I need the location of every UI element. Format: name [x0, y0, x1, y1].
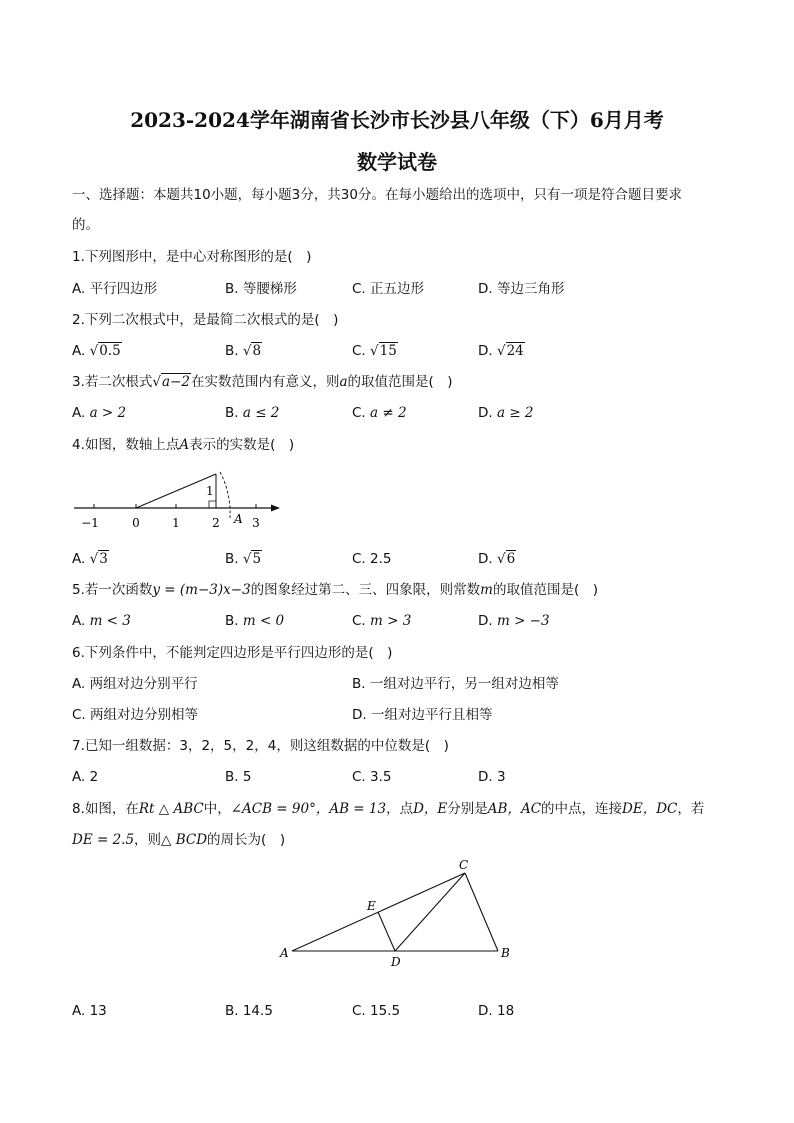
q8-math: ∠ACB = 90°，AB = 13	[230, 801, 387, 817]
segment-de	[378, 912, 395, 951]
q8-stem-part: 的周长为( )	[207, 832, 286, 848]
q8-stem-part: ，若	[677, 801, 705, 817]
q6-option-b: B. 一组对边平行，另一组对边相等	[352, 676, 559, 692]
q3-c-letter: C.	[352, 405, 366, 421]
q6-option-d: D. 一组对边平行且相等	[352, 707, 493, 723]
q5-d-letter: D.	[478, 613, 493, 629]
point-label-a: A	[234, 512, 243, 526]
q5-c-value: m > 3	[370, 613, 412, 629]
q2-d-letter: D.	[478, 343, 493, 359]
section-header-cont: 的。	[72, 217, 99, 233]
sqrt-sign: √	[242, 551, 252, 567]
q8-math: DE = 2.5	[72, 832, 135, 848]
q3-a-letter: A.	[72, 405, 86, 421]
q8-stem-part: 分别是	[447, 801, 488, 817]
tick-label-m1: −1	[81, 516, 99, 530]
q8-math: AB，AC	[487, 801, 542, 817]
sqrt-sign: √	[152, 374, 161, 390]
q1-option-b: B. 等腰梯形	[225, 281, 297, 297]
q2-a-value: 0.5	[99, 343, 121, 359]
q3-option-a	[72, 404, 126, 422]
vertex-label-d: D	[391, 955, 401, 969]
q5-stem	[72, 581, 598, 599]
q2-option-c	[352, 342, 398, 360]
q2-option-d	[478, 342, 525, 360]
hypotenuse	[136, 474, 216, 508]
q2-a-letter: A.	[72, 343, 86, 359]
q4-option-b	[225, 550, 262, 568]
q5-c-letter: C.	[352, 613, 366, 629]
q5-b-letter: B.	[225, 613, 239, 629]
vertex-label-e: E	[367, 899, 376, 913]
q4-a-letter: A.	[72, 551, 86, 567]
sqrt-sign: √	[242, 343, 252, 359]
q4-option-a	[72, 550, 109, 568]
q8-stem-part: 的中点，连接	[541, 801, 623, 817]
q4-b-letter: B.	[225, 551, 239, 567]
vertex-label-c: C	[459, 858, 469, 872]
q5-b-value: m < 0	[242, 613, 285, 629]
q2-b-letter: B.	[225, 343, 239, 359]
tick-label-3: 3	[252, 516, 260, 530]
q7-stem: 7.已知一组数据：3，2，5，2，4，则这组数据的中位数是( )	[72, 738, 449, 754]
q3-c-value: a ≠ 2	[370, 405, 407, 421]
q8-math: △ BCD	[161, 832, 208, 848]
q7-option-d: D. 3	[478, 769, 506, 785]
sqrt-sign: √	[496, 551, 506, 567]
tick-label-1: 1	[172, 516, 180, 530]
q5-stem-part: 5.若一次函数	[72, 582, 153, 598]
sqrt-sign: √	[496, 343, 506, 359]
q2-stem: 2.下列二次根式中，是最简二次根式的是( )	[72, 312, 339, 328]
q3-stem-part: 的取值范围是( )	[347, 374, 453, 390]
q8-stem-part: 中，	[203, 801, 231, 817]
q7-option-b: B. 5	[225, 769, 252, 785]
q8-stem	[72, 800, 704, 818]
q4-stem	[72, 436, 294, 454]
q3-stem-part: 3.若二次根式	[72, 374, 153, 390]
exam-subtitle: 数学试卷	[357, 150, 437, 174]
q3-option-b	[225, 404, 279, 422]
q5-variable: m	[480, 582, 493, 598]
q3-d-value: a ≥ 2	[496, 405, 534, 421]
q1-option-d: D. 等边三角形	[478, 281, 565, 297]
q4-variable: A	[179, 437, 190, 453]
q4-a-value: 3	[99, 551, 108, 567]
q8-stem-part: ，点	[386, 801, 414, 817]
q8-math: D，E	[413, 801, 448, 817]
q2-d-value: 24	[506, 343, 524, 359]
exam-title: 2023-2024学年湖南省长沙市长沙县八年级（下）6月月考	[130, 108, 664, 132]
q6-stem: 6.下列条件中，不能判定四边形是平行四边形的是( )	[72, 645, 393, 661]
sqrt-sign: √	[370, 343, 379, 359]
q3-stem-part: 在实数范围内有意义，则	[190, 374, 340, 390]
q7-option-c: C. 3.5	[352, 769, 392, 785]
q8-option-b: B. 14.5	[225, 1003, 273, 1019]
segment-dc	[395, 873, 465, 951]
q3-a-value: a > 2	[89, 405, 127, 421]
leg-label-1: 1	[206, 484, 214, 498]
q2-b-value: 8	[252, 343, 262, 359]
sqrt-sign: √	[89, 343, 99, 359]
q3-d-letter: D.	[478, 405, 493, 421]
q2-option-a	[72, 342, 122, 360]
q7-option-a: A. 2	[72, 769, 99, 785]
triangle-figure	[270, 855, 520, 975]
q3-radicand: a−2	[162, 374, 190, 390]
q1-stem: 1.下列图形中，是中心对称图形的是( )	[72, 249, 312, 265]
q5-option-d	[478, 612, 550, 630]
vertex-label-b: B	[501, 946, 510, 960]
q5-a-value: m < 3	[89, 613, 131, 629]
q4-stem-part: 表示的实数是( )	[189, 437, 295, 453]
q3-option-d	[478, 404, 534, 422]
segment-cb	[465, 873, 498, 951]
vertex-label-a: A	[280, 946, 289, 960]
q3-b-letter: B.	[225, 405, 239, 421]
q2-option-b	[225, 342, 262, 360]
q5-stem-part: 的取值范围是( )	[492, 582, 599, 598]
q3-variable: a	[339, 374, 348, 390]
q8-math: DE，DC	[622, 801, 678, 817]
q5-a-letter: A.	[72, 613, 86, 629]
q4-option-c: C. 2.5	[352, 551, 392, 567]
q2-c-letter: C.	[352, 343, 366, 359]
q3-option-c	[352, 404, 407, 422]
q5-option-b	[225, 612, 284, 630]
tick-label-2: 2	[212, 516, 220, 530]
q8-option-a: A. 13	[72, 1003, 107, 1019]
q4-b-value: 5	[252, 551, 262, 567]
q2-c-value: 15	[379, 343, 397, 359]
q6-option-a: A. 两组对边分别平行	[72, 676, 198, 692]
q4-d-letter: D.	[478, 551, 493, 567]
q5-option-c	[352, 612, 411, 630]
q8-option-c: C. 15.5	[352, 1003, 401, 1019]
q8-option-d: D. 18	[478, 1003, 515, 1019]
axis-arrow	[271, 505, 280, 512]
q5-equation: y = (m−3)x−3	[152, 582, 251, 598]
q3-b-value: a ≤ 2	[242, 405, 280, 421]
sqrt-sign: √	[89, 551, 99, 567]
q4-stem-part: 4.如图，数轴上点	[72, 437, 180, 453]
section-header: 一、选择题：本题共10小题，每小题3分，共30分。在每小题给出的选项中，只有一项是符合题目要求	[72, 187, 682, 203]
tick-label-0: 0	[132, 516, 140, 530]
q8-stem-part: ，则	[134, 832, 162, 848]
q1-option-c: C. 正五边形	[352, 281, 425, 297]
q3-stem	[72, 373, 453, 391]
right-angle-mark	[209, 501, 216, 508]
q1-option-a: A. 平行四边形	[72, 281, 158, 297]
number-line-figure	[70, 466, 290, 532]
q5-option-a	[72, 612, 131, 630]
q6-option-c: C. 两组对边分别相等	[72, 707, 199, 723]
q5-d-value: m > −3	[496, 613, 550, 629]
q5-stem-part: 的图象经过第二、三、四象限，则常数	[250, 582, 481, 598]
q4-d-value: 6	[506, 551, 516, 567]
q4-option-d	[478, 550, 516, 568]
q8-stem-cont	[72, 831, 285, 849]
compass-arc	[220, 472, 230, 518]
q8-stem-part: 8.如图，在	[72, 801, 139, 817]
q8-math: Rt △ ABC	[138, 801, 204, 817]
